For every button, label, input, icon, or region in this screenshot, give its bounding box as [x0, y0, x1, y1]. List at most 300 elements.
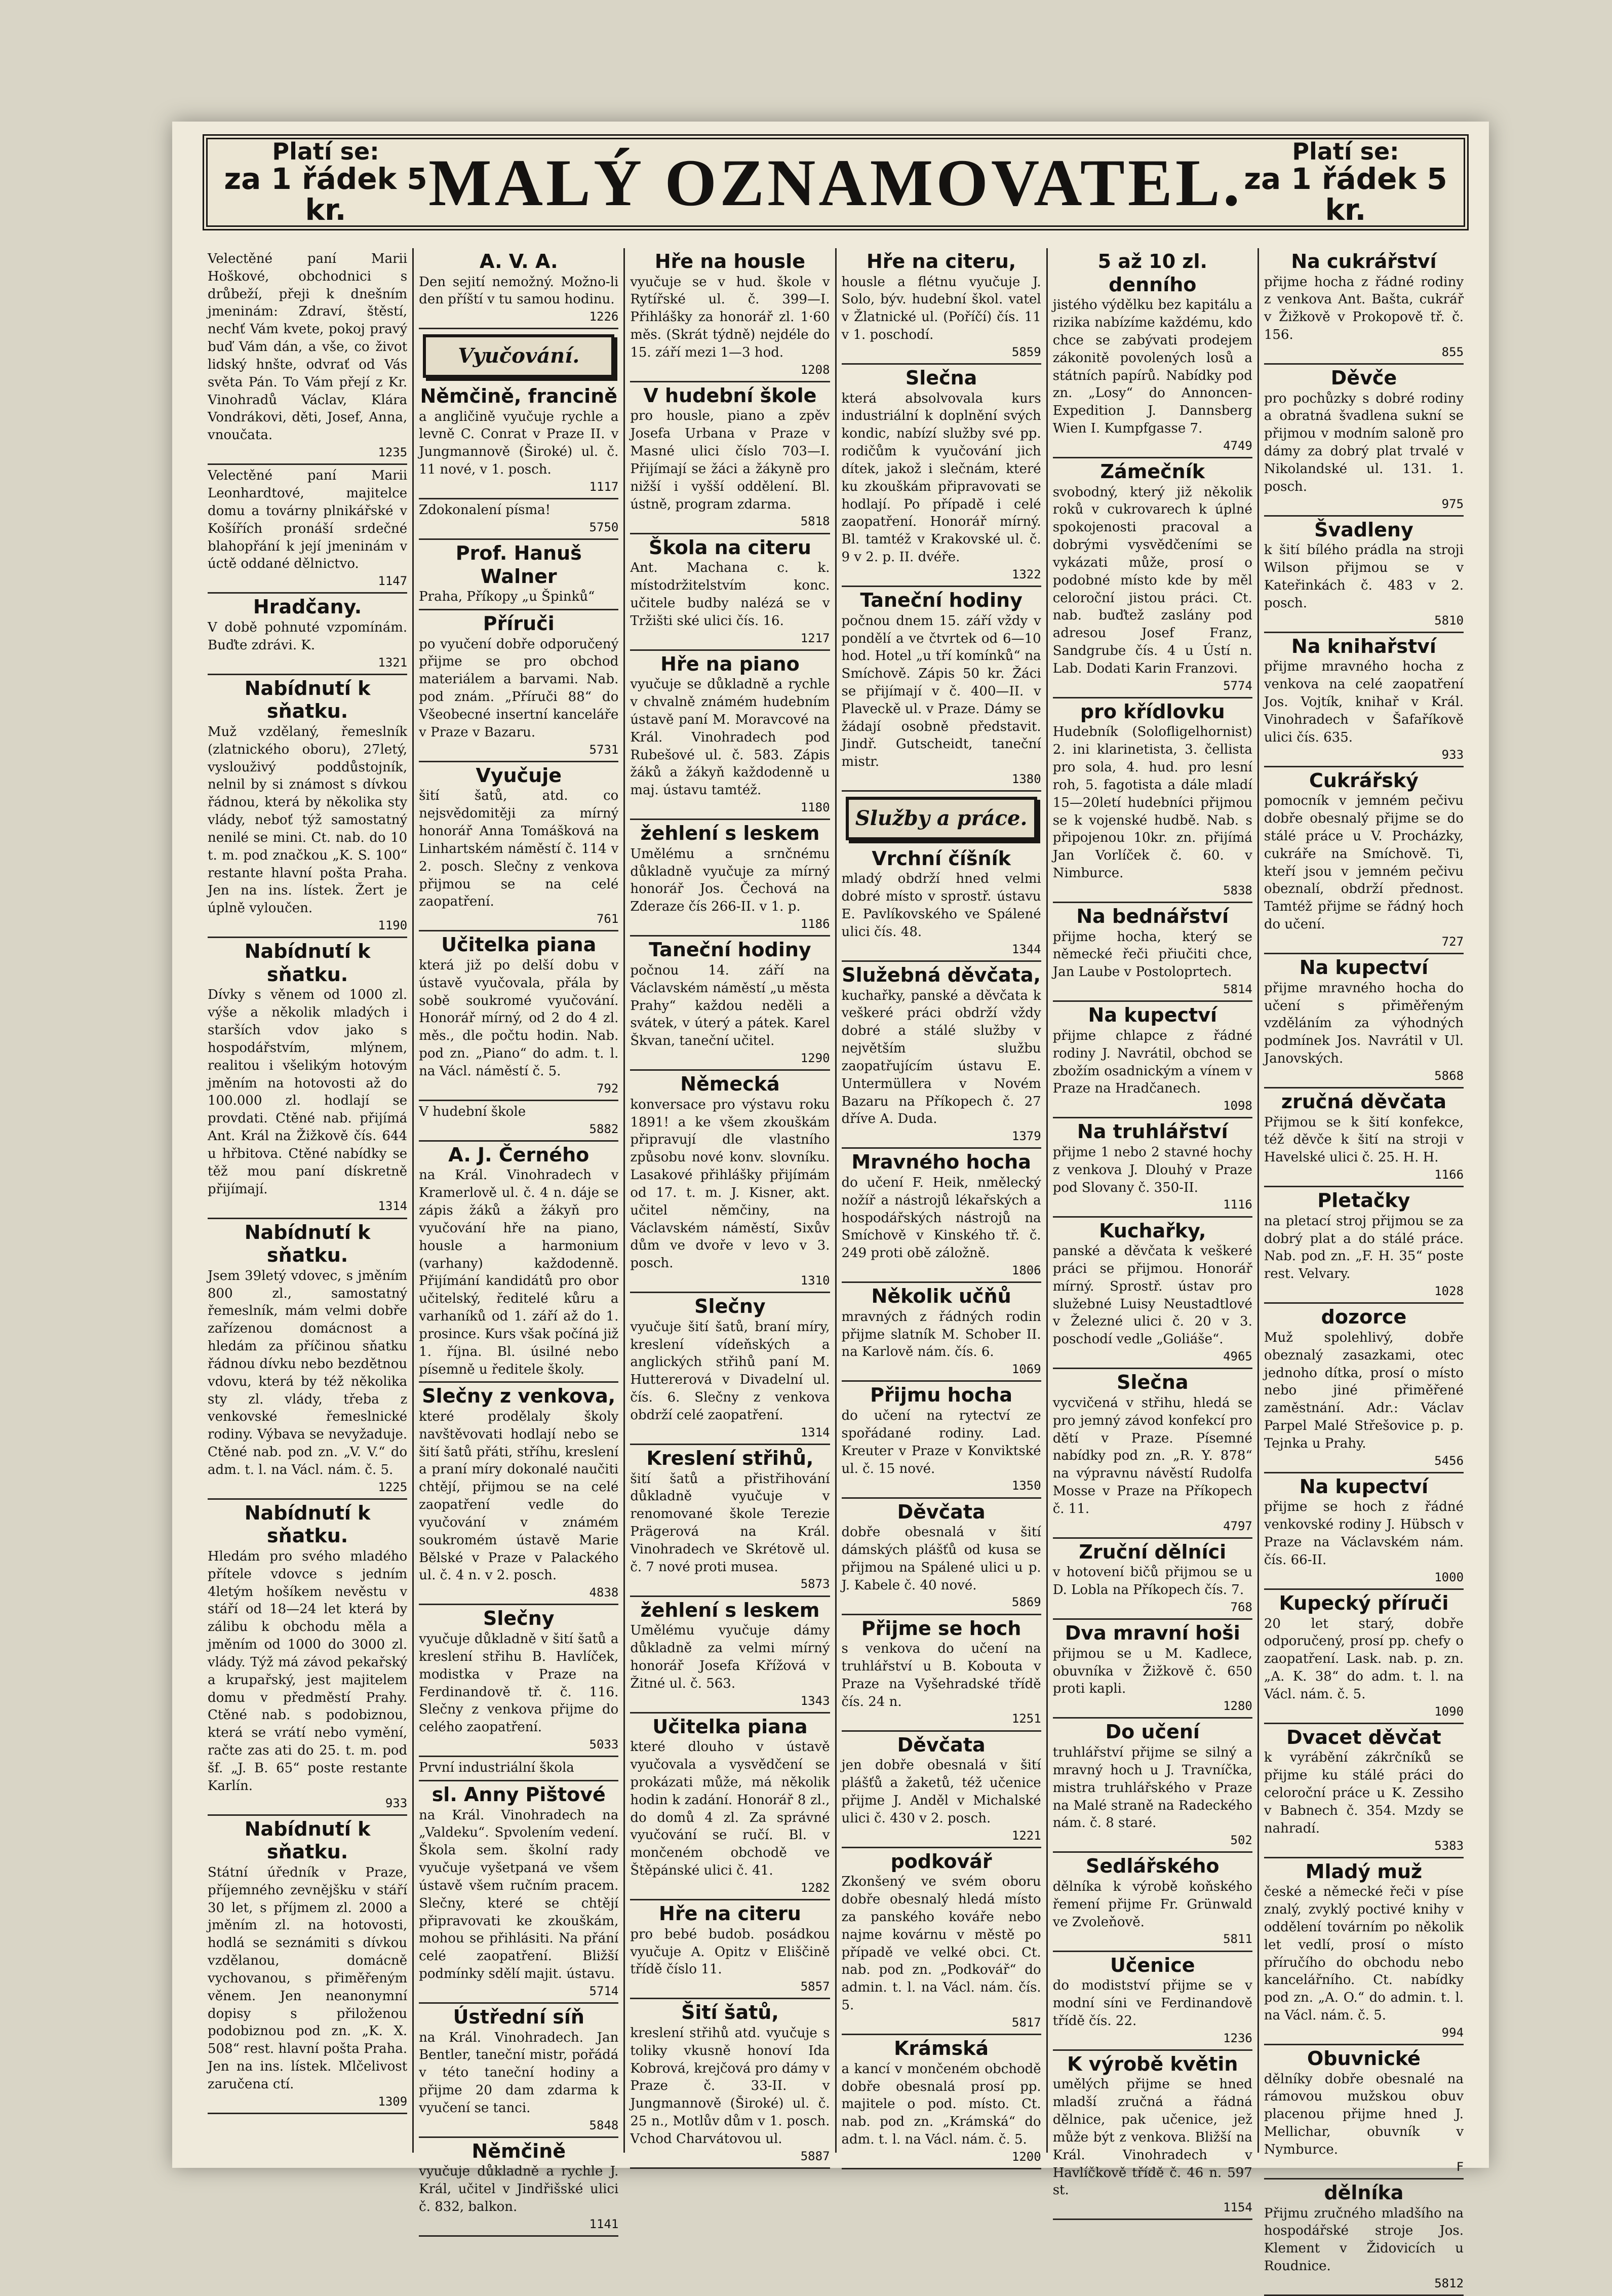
ad-text: Muž vzdělaný, řemeslník (zlatnického oboru), 27letý, vyslouživý poddůstojník, nelnil by si známost s dívkou řádnou, která by několika sty vlády, neboť týž samostatný nenilé se mini. Ct. nab. do 10 t. m. pod značkou „K. S. 100“ restante hlavní pošta Praha. Jen na ins. lístek. Žert je úplně vyloučen. [208, 724, 408, 916]
ad-number: 5817 [1011, 2015, 1041, 2030]
left-price-note [223, 139, 428, 225]
classified-ad [419, 1757, 618, 1781]
ad-title: Slečny [694, 1295, 766, 1318]
ad-number: 5810 [1434, 613, 1464, 628]
ad-title: Kupecký příruči [1279, 1591, 1449, 1614]
ad-title: Slečny [483, 1607, 555, 1630]
ad-title: V hudební škole [643, 384, 817, 407]
ad-text: počnou 14. září na Václavském náměstí „u města Prahy“ každou neděli a svátek, v úterý a pátek. Karel Škvan, taneční učitel. [630, 962, 830, 1049]
ad-number: 1225 [378, 1480, 408, 1494]
ad-text: která absolvovala kurs industriální k doplnění svých kondic, nabízí služby své pp. rodičům k vyučování jich dítek, jakož i slečnám, které ku zkouškám připravovati se hodlají. Po případě i celé zaopatření. Honorář mírný. Bl. tamtéž v Krakovské ul. č. 9 v 2. p. II. dvéře. [841, 391, 1041, 565]
classified-ad [419, 1101, 618, 1142]
ad-number: 975 [1441, 496, 1464, 511]
classified-ad [1053, 1118, 1252, 1217]
classified-ad [630, 820, 830, 937]
ad-text: Státní úředník v Praze, příjemného zevnějšku v stáří 30 let, s příjmem zl. 2000 a jměním zl. na hotovosti, hodlá se seznámiti s dívkou vzdělanou, domácně vychovanou, s přiměřeným věnem. Jen neanonymní dopisy s přiloženou podobiznou pod zn. „K. X. 508“ rest. hlavní pošta Praha. Jen na ins. lístek. Mlčelivost zaručena ctí. [208, 1864, 408, 2092]
ad-title: Slečna [905, 367, 977, 390]
classified-ad [842, 1382, 1041, 1498]
ad-number: 502 [1230, 1833, 1252, 1848]
ad-number: 1226 [589, 309, 619, 324]
classified-ad [1264, 1724, 1464, 1858]
ad-text: přijme hocha z řádné rodiny z venkova Ant. Bašta, cukrář v Žižkově v Prokopově tř. č. 156. [1264, 274, 1464, 343]
ad-title: Krámská [894, 2037, 989, 2060]
ad-number: 1343 [800, 1693, 830, 1708]
ad-text: a angličině vyučuje rychle a levně C. Conrat v Praze II. v Jungmannově (Široké) ul. č. 11 nové, v 1. posch. [419, 409, 619, 478]
column-6 [1259, 248, 1469, 2290]
classified-ad [419, 540, 618, 610]
ad-number: 1098 [1223, 1099, 1252, 1113]
classified-ad [1053, 2051, 1252, 2221]
ad-title: Německá [680, 1073, 780, 1096]
ad-number: 792 [596, 1081, 619, 1096]
ad-text: na Král. Vinohradech v Kramerlově ul. č. 4 n. dáje se zápis žáků a žákyň pro vyučování hře na piano, housle a harmonium (varhany) každodenně. Přijímání kandidátů pro obor učitelský, ředitelé kůru a varhaníků od 1. září až do 1. prosince. Kurs však počíná již 1. října. Bl. úsilné nebo písemně u ředitele školy. [419, 1168, 619, 1377]
classified-ad [419, 1781, 618, 2004]
classified-ad [419, 383, 618, 499]
classified-ad [1264, 1088, 1464, 1187]
classified-ad [842, 365, 1041, 587]
classified-ad [842, 845, 1041, 962]
classified-ad [842, 1732, 1041, 1848]
classified-ad [1053, 248, 1252, 458]
ad-text: šití šatů, atd. co nejsvědomitěji za mírný honorář Anna Tomášková na Linhartském náměstí č. 114 v 2. posch. Slečny z venkova přijmou se na celé zaopatření. [419, 788, 619, 910]
ad-title: Několik učňů [871, 1285, 1011, 1308]
ad-number: 5818 [800, 514, 830, 529]
ad-number: 5033 [589, 1737, 619, 1752]
classified-ad [419, 1605, 618, 1757]
ad-text: jistého výdělku bez kapitálu a rizika nabízíme každému, kdo chce se zabývati prodejem zákonitě povolených losů a státních papírů. Nabídky pod zn. „Losy“ do Annoncen-Expedition J. Dannsberg Wien I. Kumpfgasse 7. [1052, 297, 1252, 436]
ad-title: Hře na piano [660, 652, 800, 675]
classified-ad [630, 1293, 830, 1445]
ad-title: Učitelka piana [441, 933, 597, 956]
ad-number: 1141 [589, 2216, 619, 2231]
ad-title: Sedlářského [1085, 1855, 1220, 1878]
column-3 [625, 248, 836, 2163]
ad-columns [203, 248, 1469, 2290]
ad-title: Taneční hodiny [860, 589, 1023, 612]
ad-number: 1069 [1011, 1362, 1041, 1377]
classified-ad [630, 1597, 830, 1714]
ad-text: V době pohnuté vzpomínám. Buďte zdrávi. K. [208, 619, 408, 653]
ad-number: 761 [596, 912, 619, 926]
ad-number: 1000 [1434, 1570, 1464, 1584]
classified-ad [1264, 365, 1464, 517]
masthead-frame [203, 134, 1469, 230]
ad-text: Umělému vyučuje dámy důkladně za velmi mírný honorář Josefa Křížová v Žitné ul. č. 563. [630, 1623, 830, 1691]
ad-title: dozorce [1321, 1306, 1407, 1329]
ad-number: 5868 [1434, 1068, 1464, 1083]
ad-text: na Král. Vinohradech na „Valdeku“. Spvolením vedení. Škola sem. školní rady vyučuje vyšetpaná ve všem ústavě všem ručním pracem. Slečny, které se chtějí připravovati ke zkouškám, mohou se přihlásiti. Na přání celé zaopatření. Bližší podmínky sdělí majit. ústavu. [419, 1807, 619, 1982]
ad-title: A. J. Černého [448, 1143, 589, 1166]
ad-title: Zámečník [1100, 460, 1205, 483]
ad-number: 1309 [378, 2094, 408, 2109]
ad-title: Učitelka piana [652, 1715, 808, 1738]
ad-title: Příruči [483, 612, 555, 635]
classified-ad [1053, 1719, 1252, 1853]
ad-title: Přijme se hoch [861, 1617, 1021, 1640]
ad-number: 1221 [1011, 1828, 1041, 1843]
ad-title: Děvčata [897, 1500, 986, 1523]
ad-title: Taneční hodiny [649, 939, 811, 961]
ad-title: Na cukrářství [1291, 250, 1437, 273]
ad-number: 1166 [1434, 1168, 1464, 1182]
ad-title: Šití šatů, [681, 2001, 779, 2024]
ad-text: pro bebé budob. posádkou vyučuje A. Opitz v Eliščině třídě číslo 11. [630, 1926, 830, 1977]
classified-ad [208, 675, 407, 938]
ad-number: 1190 [378, 918, 408, 933]
ad-text: vycvičená v střihu, hledá se pro jemný závod konfekcí pro dětí v Praze. Písemné nabídky pod zn. „R. Y. 878“ na výpravnu návěstí Rudolfa Mosse v Praze na Příkopech č. 11. [1052, 1395, 1252, 1516]
classified-ad [208, 465, 407, 594]
classified-ad [1053, 1853, 1252, 1952]
ad-text: Přijmou se k šití konfekce, též děvče k šití na stroji v Havelské ulici č. 25. H. H. [1264, 1114, 1464, 1165]
ad-title: dělníka [1324, 2181, 1404, 2204]
ad-title: Cukrářský [1309, 769, 1419, 792]
ad-text: dobře obesnalá v šití dámských plášťů od kusa se přijmou na Spálené ulici u p. J. Kabele č. 40 nové. [841, 1525, 1041, 1593]
ad-title: žehlení s leskem [640, 1599, 820, 1621]
ad-title: Nabídnutí k sňatku. [244, 1501, 371, 1547]
classified-ad [842, 1283, 1041, 1382]
ad-number: 5848 [589, 2118, 619, 2132]
ad-title: Vrchní číšník [872, 847, 1011, 870]
classified-ad [1264, 1590, 1464, 1724]
ad-title: Dvacet děvčat [1286, 1726, 1441, 1748]
classified-ad [1264, 517, 1464, 633]
ad-number: 5812 [1434, 2276, 1464, 2290]
ad-number: 1028 [1434, 1284, 1464, 1299]
classified-ad [208, 248, 407, 465]
classified-ad [208, 938, 407, 1219]
ad-text: která již po delší dobu v ústavě vyučovala, přála by sobě soukromé vyučování. Honorář mírný, od 2 do 4 zl. měs., dle počtu hodin. Nab. pod zn. „Piano“ do adm. t. l. na Václ. náměstí č. 5. [419, 957, 619, 1079]
ad-text: dělníky dobře obesnalé na rámovou mužskou obuv placenou přijme hned J. Mellichar, obuvník v Nymburce. [1264, 2071, 1464, 2157]
ad-text: mravných z řádných rodin přijme slatník M. Schober II. na Karlově nám. čís. 6. [841, 1309, 1041, 1360]
ad-title: Pletačky [1317, 1189, 1410, 1212]
column-2 [414, 248, 625, 2231]
ad-text: které dlouho v ústavě vyučovala a vysvědčení se prokázati může, má několik hodin k zadání. Honorář 8 zl., do domů 4 zl. Za správné vyučování se ručí. Bl. v mončeném obchodě ve Štěpánské ulici č. 41. [630, 1739, 830, 1879]
ad-number: 1117 [589, 479, 619, 494]
ad-number: 1251 [1011, 1711, 1041, 1726]
ad-title: Hradčany. [253, 596, 362, 618]
ad-number: 1321 [378, 655, 408, 670]
ad-text: vyučuje důkladně a rychle J. Král, učitel v Jindřišské ulici č. 832, balkon. [419, 2164, 619, 2215]
ad-title: Mladý muž [1305, 1860, 1423, 1883]
ad-text: truhlářství přijme se silný a mravný hoch u J. Travníčka, mistra truhlářského v Praze na Malé straně na Radeckého nám. č. 8 staré. [1052, 1745, 1252, 1831]
ad-text: přijme mravného hocha z venkova na celé zaopatření Jos. Vojtík, knihař v Král. Vinohradech v Šafaříkově ulici čís. 635. [1264, 659, 1464, 745]
ad-number: 1217 [800, 631, 830, 645]
ad-text: šití šatů a přistřihování důkladně vyučuje v renomované škole Terezie Prägerová na Král. Vinohradech ve Skrétově ul. č. 7 nové proti musea. [630, 1471, 830, 1575]
ad-number: 1090 [1434, 1704, 1464, 1719]
ad-title: Zruční dělníci [1079, 1540, 1227, 1563]
ad-text: jen dobře obesnalá v šití plášťů a žaketů, též učenice přijme J. Anděl v Michalské ulici č. 430 v 2. posch. [841, 1758, 1041, 1826]
ad-text: počnou dnem 15. září vždy v pondělí a ve čtvrtek od 6—10 hod. Hotel „u tří komínků“ na Smíchově. Zápis 50 kr. Žáci se přijímají v č. 400—II. v Plaveckě ul. v Praze. Dámy se žádají osobně představit. Jindř. Gutscheidt, taneční mistr. [841, 613, 1041, 770]
ad-title: Přijmu hocha [870, 1384, 1013, 1407]
ad-number: 5456 [1434, 1453, 1464, 1468]
ad-title: pro křídlovku [1080, 700, 1225, 723]
classified-ad [1053, 903, 1252, 1002]
ad-number: 994 [1441, 2025, 1464, 2040]
ad-title: Děvčata [897, 1733, 986, 1756]
ad-number: 5383 [1434, 1838, 1464, 1853]
ad-title: Němčině, francině [420, 385, 618, 407]
classified-ad [419, 931, 618, 1101]
ad-title: Do učení [1105, 1721, 1200, 1743]
ad-title: Nabídnutí k sňatku. [244, 940, 371, 986]
ad-text: na pletací stroj přijmou se za dobrý plat a do stálé práce. Nab. pod zn. „F. H. 35“ poste rest. Velvary. [1264, 1213, 1464, 1282]
ad-number: 933 [385, 1796, 408, 1810]
ad-text: české a německé řeči v píse znalý, zvyklý poctivé knihy v oddělení továrním po několik let vedlí, prosí o místo příručího do obchodu nebo kancelářního. Ct. nabídky pod zn. „A. O.“ do admin. t. l. na Václ. nám. č. 5. [1264, 1884, 1464, 2023]
classified-ad [1053, 1002, 1252, 1118]
section-heading: Vyučování. [423, 334, 614, 378]
ad-text: Jsem 39letý vdovec, s jměním 800 zl., samostatný řemeslník, mám velmi dobře zařízenou domácnost a hledám za příčinou sňatku řádnou dívku nebo bezdětnou vdovu, která by též několika sty zl. vlády, třeba z venkovské řemeslnické rodiny. Výbava se nevyžaduje. Ctěné nab. pod zn. „V. V.“ do adm. t. l. na Václ. nám. č. 5. [208, 1268, 408, 1477]
classified-ad [842, 962, 1041, 1149]
ad-title: Na kupectví [1299, 956, 1429, 979]
ad-number: 5774 [1223, 678, 1252, 693]
column-5 [1048, 248, 1259, 2215]
ad-number: 1147 [378, 574, 408, 589]
ad-number: 1806 [1011, 1263, 1041, 1278]
ad-title: Učenice [1110, 1954, 1195, 1976]
classified-ad [419, 2138, 618, 2237]
ad-number: 5714 [589, 1983, 619, 1998]
ad-number: 933 [1441, 747, 1464, 762]
ad-title: Nabídnutí k sňatku. [244, 677, 371, 723]
classified-ad [1053, 1539, 1252, 1620]
classified-ad [1264, 1304, 1464, 1473]
ad-number: 1350 [1011, 1478, 1041, 1493]
classified-ad [419, 1142, 618, 1383]
ad-text: mladý obdrží hned velmi dobré místo v sprostř. ústavu E. Pavlíkovského ve Spálené ulici čís. 48. [841, 871, 1041, 940]
ad-text: pro pochůzky s dobré rodiny a obratná švadlena sukní se přijmou v modním saloně pro dámy za dobrý plat trvalé v Nikolandské ul. 131. 1. posch. [1264, 391, 1464, 494]
ad-title: Slečna [1117, 1371, 1189, 1394]
ad-number: 4965 [1223, 1349, 1252, 1364]
ad-number: F [1456, 2159, 1464, 2174]
ad-title: podkovář [890, 1850, 992, 1873]
classified-ad [842, 2035, 1041, 2169]
ad-number: 5882 [589, 1121, 619, 1136]
ad-number: 1180 [800, 800, 830, 815]
ad-title: Dva mravní hoši [1065, 1622, 1240, 1645]
ad-text: přijme 1 nebo 2 stavné hochy z venkova J. Dlouhý v Praze pod Slovany č. 350-II. [1052, 1144, 1252, 1195]
column-1 [203, 248, 414, 2153]
classified-ad [1264, 1473, 1464, 1590]
ad-title: Obuvnické [1307, 2047, 1421, 2070]
classified-ad [1264, 2045, 1464, 2180]
ad-text: kreslení střihů atd. vyučuje s toliky vkusně honoví Ida Kobrová, krejčová pro dámy v Praze č. 33-II. v Jungmannově (Široké) ul. č. 25 n., Motlův dům v 1. posch. Vchod Charvátovou ul. [630, 2025, 830, 2147]
classified-ad [842, 1848, 1041, 2035]
classified-ad [1053, 1369, 1252, 1539]
ad-title: Prof. Hanuš Walner [455, 542, 582, 588]
classified-ad [419, 762, 618, 932]
ad-number: 1380 [1011, 772, 1041, 787]
classified-ad [208, 1816, 407, 2114]
ad-title: Nabídnutí k sňatku. [244, 1221, 371, 1267]
ad-text: přijme chlapce z řádné rodiny J. Navrátil, obchod se zbožím osadnickým a vínem v Praze na Hradčanech. [1052, 1028, 1252, 1097]
ad-text: Hudebník (Solofligelhornist) 2. ini klarinetista, 3. čellista pro sola, 4. hud. pro lesní roh, 5. fagotista a dále mladí 15—20letí hudebníci přijmou se k vojenské hudbě. Nab. s připojenou 10kr. zn. přijímá Jan Vorlíček č. 60. v Nimburce. [1052, 724, 1252, 881]
ad-title: Švadleny [1314, 518, 1413, 541]
classified-ad [630, 248, 830, 382]
ad-text: na Král. Vinohradech. Jan Bentler, taneční mistr, pořádá v této taneční hodiny a přijme 20 dam zdarma k vyučení se tanci. [419, 2030, 619, 2116]
left-price-line1: Platí se: [272, 137, 379, 165]
ad-title: Škola na citeru [649, 536, 811, 559]
classified-ad [630, 1714, 830, 1900]
classified-ad [1264, 633, 1464, 767]
classified-ad [1053, 1218, 1252, 1370]
ad-text: k vyrábění zákrčníků se přijme ku stálé práci do celoroční práce u K. Zessiho v Babnech č. 354. Mzdy se nahradí. [1264, 1750, 1464, 1836]
ad-text: přijme hocha, který se německé řeči přiučiti chce, Jan Laube v Postoloprtech. [1052, 929, 1252, 980]
ad-text: konversace pro výstavu roku 1891! a ke všem zkouškám připravují dle vlastního způsobu nové konv. slovníku. Lasakové přihlášky přijímám od 17. t. m. J. Kisner, akt. učitel němčiny, na Václavském náměstí, Sixův dům ve dvoře v levo v 3. posch. [630, 1097, 830, 1271]
ad-text: Umělému a srnčnému důkladně vyučuje za mírný honorář Jos. Čechová na Zderaze čís 266-II. v 1. p. [630, 846, 830, 915]
ad-number: 1379 [1011, 1129, 1041, 1144]
classified-ad [1053, 1952, 1252, 2051]
ad-number: 1200 [1011, 2149, 1041, 2164]
ad-text: vyučuje se v hud. škole v Rytířské ul. č. 399—I. Přihlášky za honorář zl. 1·60 měs. (Skrát týdně) nejdéle do 15. září mezi 1—3 hod. [630, 274, 830, 360]
ad-number: 4749 [1223, 438, 1252, 453]
ad-text: do učení na rytectví ze spořádané rodiny. Lad. Kreuter v Praze v Konviktské ul. č. 15 nové. [841, 1408, 1041, 1476]
classified-ad [419, 2004, 618, 2138]
classified-ad [842, 248, 1041, 365]
ad-title: Mravného hocha [851, 1151, 1031, 1174]
classified-ad [630, 937, 830, 1071]
classified-ad [1264, 954, 1464, 1088]
ad-text: V hudební škole [419, 1104, 526, 1119]
ad-number: 5814 [1223, 982, 1252, 997]
ad-text: k šití bílého prádla na stroji Wilson přijmou se v Kateřinkách č. 483 v 2. posch. [1264, 542, 1464, 611]
ad-number: 5811 [1223, 1932, 1252, 1947]
ad-text: První industriální škola [419, 1760, 574, 1776]
classified-ad [208, 594, 407, 675]
ad-number: 1154 [1223, 2200, 1252, 2215]
ad-title: zručná děvčata [1281, 1091, 1446, 1113]
classified-ad [1264, 248, 1464, 365]
ad-number: 5838 [1223, 883, 1252, 898]
ad-text: a kancí v mončeném obchodě dobře obesnalá prosí pp. majitele o pod. místo. Ct. nab. pod zn. „Krámská“ do adm. t. l. na Václ. nám. č. 5. [841, 2061, 1041, 2147]
ad-text: po vyučení dobře odporučený přijme se pro obchod materiálem a barvami. Nab. pod znám. „Příruči 88“ do Všeobecné insertní kanceláře v Praze v Bazaru. [419, 636, 619, 740]
ad-text: Muž spolehlivý, dobře obeznalý zasazkami, otec jednoho dítka, prosí o místo nebo jiné přiměřené zaměstnání. Adr.: Václav Parpel Malé Střešovice p. p. Tejnka u Prahy. [1264, 1330, 1464, 1451]
classified-ad [1053, 1620, 1252, 1719]
left-price-line2: za 1 řádek 5 kr. [224, 162, 427, 227]
ad-text: housle a flétnu vyučuje J. Solo, býv. hudební škol. vatel v Žlatnické ul. (Poříčí) čís. 11 v 1. poschodí. [841, 274, 1041, 343]
ad-number: 1314 [378, 1199, 408, 1214]
ad-title: Kreslení střihů, [646, 1447, 814, 1469]
ad-text: Dívky s věnem od 1000 zl. výše a několik mladých i starších vdov jako s hospodářstvím, mlýnem, realitou i všelikým hotovým jměním na hotovosti až do 100.000 zl. hodlají se provdati. Ctěné nab. přijímá Ant. Král na Žižkově čís. 644 u hřbitova. Ctěné nabídky se těž mou paní dískretně přijímají. [208, 987, 408, 1197]
masthead-title: MALÝ OZNAMOVATEL. [428, 145, 1243, 220]
ad-number: 1186 [800, 917, 830, 931]
ad-text: Ant. Machana c. k. místodržitelstvím konc. učitele budby nalézá se v Tržišti ské ulici čís. 16. [630, 560, 830, 629]
ad-text: které prodělaly školy navštěvovati hodlají nebo se šití šatů přáti, stříhu, kreslení a praní míry dokonalé naučiti chtějí, přijmou se na celé zaopatření vedle do vyučování v známém soukromém ústavě Marie Bělské v Praze v Palackého ul. č. 4 n. v 2. posch. [419, 1409, 619, 1583]
column-4 [837, 248, 1048, 2164]
ad-number: 1282 [800, 1880, 830, 1895]
ad-title: Ústřední síň [453, 2006, 584, 2028]
classified-ad [1264, 2180, 1464, 2296]
ad-number: 4797 [1223, 1519, 1252, 1533]
classified-ad [842, 1615, 1041, 1732]
ad-title: Hře na housle [654, 250, 805, 273]
ad-number: 1310 [800, 1273, 830, 1288]
classified-ad [630, 1445, 830, 1597]
ad-text: pomocník v jemném pečivu dobře obesnalý přijme se do stálé práce u V. Procházky, cukráře na Smíchově. Ti, kteří jsou v jemném pečivu obeznalí, obdrží přednost. Tamtéž přijme se řádný hoch do učení. [1264, 793, 1464, 932]
ad-text: Velectěné paní Marii Hoškové, obchodnici s drůbeží, přeji k dnešním jmeninám: Zdraví, štěstí, nechť Vám kvete, pokoj pravý buď Vám dán, a vše, co život lidský hnšte, odvrať od Vás světa Pán. To Vám přejí z Kr. Vinohradů Václav, Klára Vondrákovi, děti, Josef, Anna, vnoučata. [208, 251, 408, 443]
classified-ad [842, 587, 1041, 792]
ad-text: Přijmu zručného mladšího na hospodářské stroje Jos. Klement v Židovicích u Roudnice. [1264, 2205, 1464, 2274]
ad-text: s venkova do učení na truhlářství u B. Kobouta v Praze na Vyšehradské třídě čís. 24 n. [841, 1641, 1041, 1709]
ad-title: Hře na citeru [659, 1902, 801, 1925]
ad-number: 4838 [589, 1585, 619, 1600]
ad-text: Den sejití nemožný. Možno-li den příští v tu samou hodinu. [419, 274, 619, 307]
ad-text: 20 let starý, dobře odporučený, prosí pp. chefy o zaopatření. Lask. nab. p. zn. „A. K. 38“ do adm. t. l. na Václ. nám. č. 5. [1264, 1616, 1464, 1702]
classified-ad [419, 1383, 618, 1605]
ad-text: vyučuje se důkladně a rychle v chvalně známém hudebním ústavě paní M. Moravcové na Král. Vinohradech pod Rubešové ul. č. 583. Zápis žáků a žákyň každodenně u maj. ústavu tamtéž. [630, 677, 830, 798]
ad-title: Hře na citeru, [867, 250, 1016, 273]
classified-ad [630, 534, 830, 651]
ad-text: vyučuje důkladně v šití šatů a kreslení střihu B. Havlíček, modistka v Praze na Ferdinandově tř. č. 116. Slečny z venkova přijme do celého zaopatření. [419, 1631, 619, 1735]
ad-title: Němčině [471, 2139, 566, 2162]
classified-ad [1053, 458, 1252, 698]
classified-ad [1264, 1187, 1464, 1304]
classified-ad [208, 1500, 407, 1816]
ad-text: přijmou se u M. Kadlece, obuvníka v Žižkově č. 650 proti kapli. [1052, 1646, 1252, 1697]
ad-title: Kuchařky, [1099, 1219, 1206, 1242]
ad-text: Zdokonalení písma! [419, 502, 551, 518]
ad-title: Na kupectví [1088, 1004, 1217, 1027]
ad-number: 1290 [800, 1051, 830, 1066]
classified-ad [419, 499, 618, 540]
classified-ad [419, 248, 618, 329]
ad-number: 727 [1441, 934, 1464, 949]
ad-text: panské a děvčata k veškeré práci se přijmou. Honorář mírný. Sprostř. ústav pro služebné Luisy Neustadtlové v Železné ulici č. 20 v 3. poschodí vedle „Goliáše“. [1052, 1243, 1252, 1347]
ad-text: do učení F. Heik, nmělecký nožíř a nástrojů lékařských a hospodářských nástrojů na Smíchově v Kinského tř. č. 249 proti obě záložně. [841, 1175, 1041, 1261]
classified-ad [842, 1499, 1041, 1615]
ad-number: 1344 [1011, 942, 1041, 956]
ad-text: do modistství přijme se v modní síni ve Ferdinandově třídě čís. 22. [1052, 1978, 1252, 2029]
ad-text: Velectěné paní Marii Leonhardtové, majitelce domu a továrny plnikářské v Košířích pronáší srdečné blahopřání k její jmeninám v úctě oddané dělnictvo. [208, 468, 408, 572]
ad-title: Vyučuje [476, 764, 562, 787]
ad-title: Nabídnutí k sňatku. [244, 1817, 371, 1863]
ad-text: v hotovení bičů přijmou se u D. Lobla na Příkopech čís. 7. [1052, 1565, 1252, 1598]
ad-text: umělých přijme se hned mladší zručná a řádná dělnice, pak učenice, jež může být z venkova. Bližší na Král. Vinohradech v Havlíčkově třídě č. 46 n. 597 st. [1052, 2077, 1252, 2198]
ad-text: přijme se hoch z řádné venkovské rodiny J. Hübsch v Praze na Václavském nám. čís. 66-II. [1264, 1499, 1464, 1568]
ad-number: 5873 [800, 1577, 830, 1591]
classified-ad [630, 1071, 830, 1293]
ad-title: Na kupectví [1299, 1475, 1429, 1498]
ad-number: 768 [1230, 1600, 1252, 1615]
ad-text: svobodný, který již několik roků v cukrovarech k úplné spokojenosti pracoval a dobrými vysvědčeními se vykázati může, prosí o podobné místo kde by měl celoroční jistou práci. Ct. nab. buďtež zaslány pod adresou Josef Franz, Sandgrube čís. 4 u Ústí n. Lab. Dodati Karin Franzovi. [1052, 484, 1252, 676]
ad-title: K výrobě květin [1067, 2052, 1238, 2075]
ad-number: 5731 [589, 742, 619, 757]
ad-title: Slečny z venkova, [422, 1385, 616, 1408]
ad-text: Hledám pro svého mladého přítele vdovce s jedním 4letým hošíkem nevěstu v stáří od 18—24 let která by zálibu k obchodu měla a jměním od 1000 do 3000 zl. vlády. Týž má závod pekařský a krupařský, jest majitelem domu v předměstí Prahy. Ctěné nab. s podobiznou, která se vrátí nebo vymění, račte zas ati do 25. t. m. pod šf. „J. B. 65“ poste restante Karlín. [208, 1549, 408, 1794]
ad-title: sl. Anny Pištové [431, 1783, 606, 1806]
ad-number: 1314 [800, 1425, 830, 1439]
ad-title: 5 až 10 zl. denního [1097, 250, 1207, 296]
ad-text: kuchařky, panské a děvčata k veškeré práci obdrží vždy dobré a stálé služby v největším službu zaopatřujícím ústavu E. Untermüllera v Novém Bazaru na Příkopech č. 27 dříve A. Duda. [841, 988, 1041, 1127]
ad-title: A. V. A. [480, 250, 558, 273]
classified-ad [208, 1219, 407, 1500]
right-price-note [1243, 139, 1448, 225]
ad-title: Děvče [1330, 367, 1397, 390]
ad-number: 1322 [1011, 567, 1041, 581]
ad-number: 855 [1441, 344, 1464, 359]
classified-ad [630, 382, 830, 534]
ad-text: přijme mravného hocha do učení s přiměřeným vzděláním za výhodných podmínek Jos. Navrátil v Ul. Janovských. [1264, 980, 1464, 1067]
ad-number: 1236 [1223, 2031, 1252, 2045]
ad-title: Služebná děvčata, [842, 963, 1041, 986]
classified-ad [630, 1999, 830, 2169]
classified-ad [1053, 698, 1252, 903]
ad-text: vyučuje šití šatů, braní míry, kreslení vídeňských a anglických střihů paní M. Huttererová v Divadelní ul. čís. 6. Slečny z venkova obdrží celé zaopatření. [630, 1319, 830, 1423]
ad-text: Praha, Příkopy „u Špinků“ [419, 589, 595, 605]
right-price-line1: Platí se: [1292, 137, 1399, 165]
classified-ad [630, 651, 830, 821]
ad-number: 1235 [378, 445, 408, 460]
ad-text: Zkonšený ve svém oboru dobře obesnalý hledá místo za panského kováře nebo najme kovárnu v městě po případě ve velké obci. Ct. nab. pod zn. „Podkovář“ do admin. t. l. na Václ. nám. čís. 5. [841, 1874, 1041, 2013]
